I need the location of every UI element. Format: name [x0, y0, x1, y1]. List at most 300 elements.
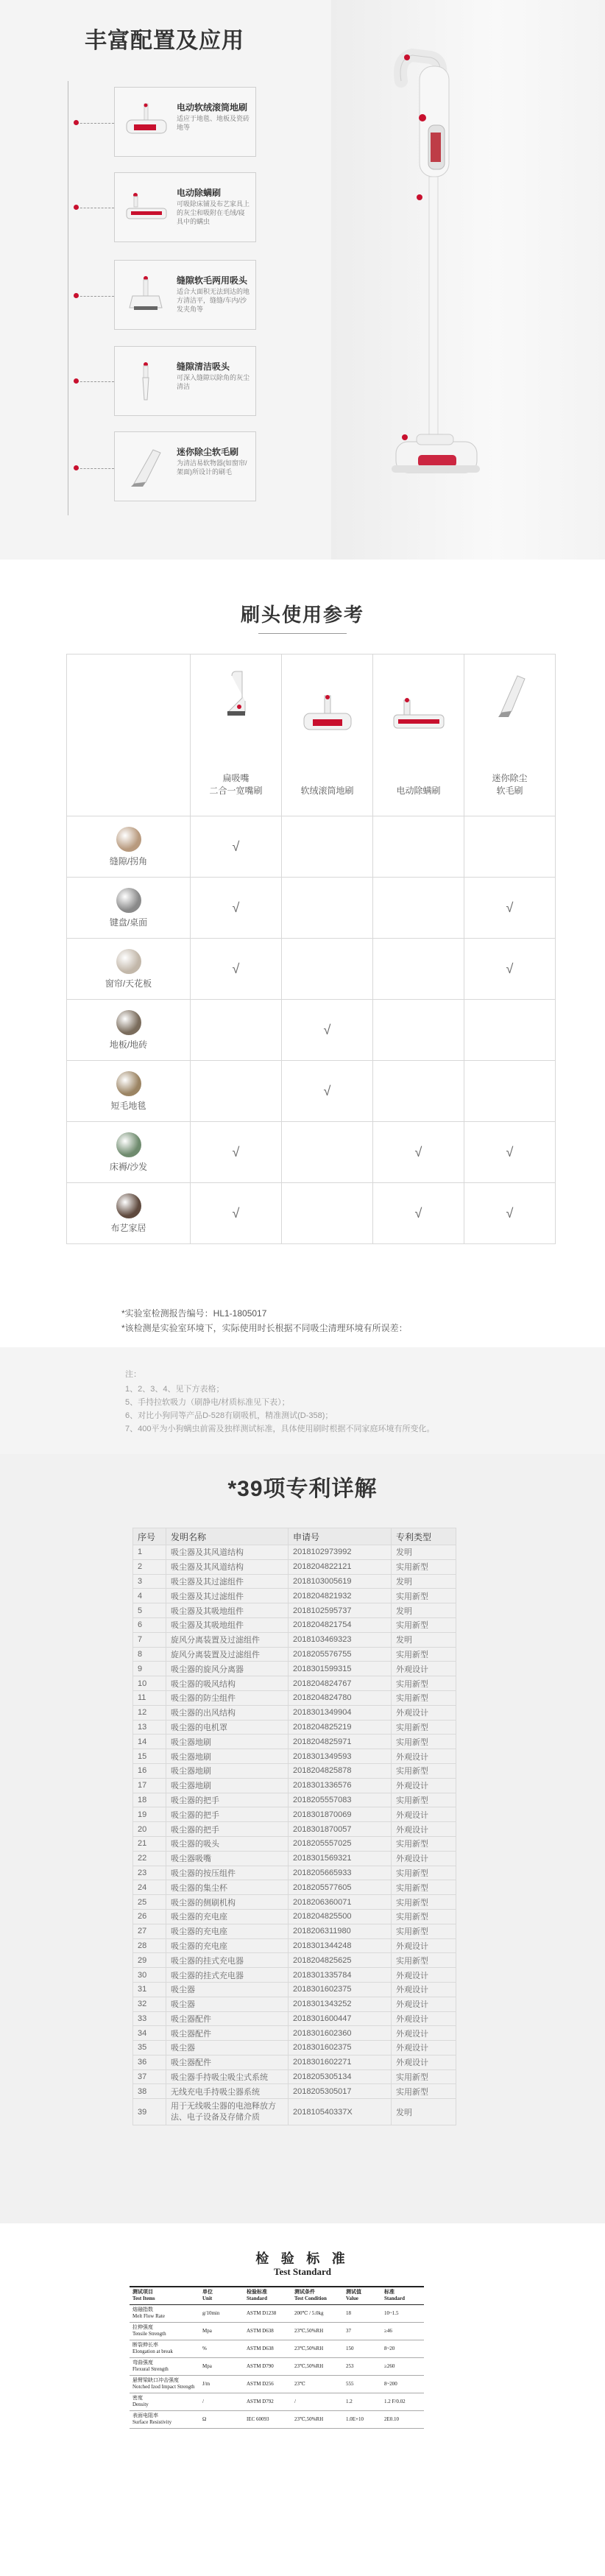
- table-row: [133, 1938, 456, 1953]
- features-title: 丰富配置及应用: [85, 29, 244, 53]
- table-cell: 29: [133, 1953, 166, 1968]
- table-cell: 实用新型: [392, 1676, 456, 1691]
- table-row: [133, 1705, 456, 1720]
- table-row: [133, 1836, 456, 1851]
- table-cell: 2018204821754: [289, 1617, 392, 1632]
- table-cell: 发明: [392, 1574, 456, 1589]
- check-cell: [191, 1183, 282, 1244]
- table-cell: 201810540337X: [289, 2099, 392, 2125]
- table-row: [133, 1895, 456, 1910]
- check-cell: [373, 939, 464, 1000]
- table-cell: 实用新型: [392, 1793, 456, 1807]
- test-table-body: [130, 2304, 424, 2428]
- table-cell: 断裂伸长率 Elongation at break: [130, 2340, 199, 2357]
- table-cell: 23℃,50%RH: [291, 2357, 343, 2375]
- table-cell: 14: [133, 1735, 166, 1749]
- table-cell: 吸尘器的挂式充电器: [166, 1968, 289, 1983]
- table-cell: 2018301602375: [289, 2041, 392, 2055]
- table-cell: 发明: [392, 1545, 456, 1560]
- table-cell: 旋风分离装置及过滤组件: [166, 1632, 289, 1647]
- check-cell: [464, 1183, 556, 1244]
- connector-dot: [74, 465, 79, 470]
- table-cell: 实用新型: [392, 1880, 456, 1895]
- table-cell: 实用新型: [392, 1647, 456, 1662]
- table-cell: 2018205305017: [289, 2084, 392, 2099]
- table-row: [133, 1880, 456, 1895]
- table-cell: 2018206360071: [289, 1895, 392, 1910]
- table-cell: 发明: [392, 1632, 456, 1647]
- footnote-line: 6、对比小狗同等产品D-528有刷吸机，精准测试(D-358)；: [125, 1411, 333, 1420]
- patents-header-row: [133, 1528, 456, 1545]
- table-cell: 2018301349904: [289, 1705, 392, 1720]
- table-cell: 22: [133, 1851, 166, 1866]
- table-cell: 23℃,50%RH: [291, 2322, 343, 2340]
- table-cell: IEC 60093: [244, 2410, 291, 2428]
- column-header: 检验标准 Standard: [244, 2287, 291, 2304]
- table-cell: 8~200: [381, 2375, 424, 2393]
- table-cell: 用于无线吸尘器的电池释放方法、电子设备及存储介质: [166, 2099, 289, 2125]
- table-cell: 27: [133, 1924, 166, 1938]
- check-mark-icon: √: [232, 839, 240, 854]
- table-cell: 旋风分离装置及过滤组件: [166, 1647, 289, 1662]
- table-row: [130, 2375, 424, 2393]
- surface-swatch-icon: [116, 888, 141, 913]
- connector-line: [77, 468, 114, 469]
- title-underline: [258, 633, 347, 634]
- table-cell: ASTM D638: [244, 2322, 291, 2340]
- table-cell: 2018301335784: [289, 1968, 392, 1983]
- connector-dot: [74, 378, 79, 384]
- table-cell: 36: [133, 2055, 166, 2069]
- test-standard-subtitle: Test Standard: [274, 2266, 331, 2277]
- crevice-soft-tool-icon: [124, 274, 169, 317]
- table-row: [133, 1822, 456, 1837]
- table-cell: 2018205557025: [289, 1836, 392, 1851]
- table-cell: 39: [133, 2099, 166, 2125]
- table-row: [133, 1617, 456, 1632]
- table-cell: 发明: [392, 2099, 456, 2125]
- table-cell: 密度 Density: [130, 2393, 199, 2410]
- table-cell: 外观设计: [392, 1705, 456, 1720]
- check-cell: [373, 1000, 464, 1061]
- table-cell: 吸尘器的吸头: [166, 1836, 289, 1851]
- table-cell: 8: [133, 1647, 166, 1662]
- table-cell: 2018301600447: [289, 2011, 392, 2026]
- table-cell: 2018205665933: [289, 1866, 392, 1880]
- check-cell: [191, 1061, 282, 1122]
- test-standard-section: [0, 2223, 605, 2576]
- check-cell: [464, 1061, 556, 1122]
- table-cell: 12: [133, 1705, 166, 1720]
- table-cell: 200℃ / 5.0kg: [291, 2304, 343, 2322]
- table-row: [130, 2322, 424, 2340]
- column-label: 电动除螨刷: [396, 786, 441, 796]
- feature-desc: 为清洁易软物器(如窗帘/架面)所设计的刷毛: [177, 459, 247, 476]
- table-row: [67, 1000, 556, 1061]
- footnote-line: 1、2、3、4、见下方表格；: [125, 1385, 224, 1394]
- table-cell: 吸尘器的把手: [166, 1793, 289, 1807]
- brush-reference-table: [66, 654, 556, 1244]
- table-cell: 25: [133, 1895, 166, 1910]
- check-cell: [373, 878, 464, 939]
- table-cell: 2018204825219: [289, 1720, 392, 1735]
- check-cell: [282, 1061, 373, 1122]
- table-cell: 吸尘器的集尘杯: [166, 1880, 289, 1895]
- check-mark-icon: √: [506, 961, 514, 976]
- column-header: 专利类型: [392, 1528, 456, 1545]
- table-cell: 吸尘器的充电座: [166, 1924, 289, 1938]
- row-header: [67, 1122, 191, 1183]
- table-cell: 2018301343252: [289, 1997, 392, 2011]
- check-cell: [464, 939, 556, 1000]
- table-row: [133, 1647, 456, 1662]
- table-cell: 2018103469323: [289, 1632, 392, 1647]
- table-row: [133, 1735, 456, 1749]
- connector-dot: [74, 120, 79, 125]
- check-mark-icon: √: [232, 900, 240, 915]
- table-cell: 2018301870069: [289, 1807, 392, 1822]
- table-cell: 吸尘器的按压组件: [166, 1866, 289, 1880]
- table-cell: /: [199, 2393, 244, 2410]
- table-cell: ASTM D256: [244, 2375, 291, 2393]
- test-header-row: [130, 2287, 424, 2304]
- table-cell: 8~20: [381, 2340, 424, 2357]
- table-cell: 2018204824767: [289, 1676, 392, 1691]
- vacuum-product-illustration: [331, 0, 605, 560]
- table-cell: 实用新型: [392, 1895, 456, 1910]
- connector-line: [77, 123, 114, 124]
- table-cell: 吸尘器的挂式充电器: [166, 1953, 289, 1968]
- feature-title: 缝隙软毛两用吸头: [177, 275, 248, 286]
- table-cell: 23℃: [291, 2375, 343, 2393]
- table-row: [133, 2011, 456, 2026]
- check-cell: [191, 939, 282, 1000]
- check-cell: [464, 816, 556, 878]
- note-line: *该检测是实验室环境下，实际使用时长根据不同吸尘清理环境有所误差：: [121, 1323, 408, 1333]
- table-row: [133, 1574, 456, 1589]
- surface-swatch-icon: [116, 949, 141, 974]
- table-cell: 吸尘器及其过滤组件: [166, 1574, 289, 1589]
- table-cell: 34: [133, 2026, 166, 2041]
- table-cell: 外观设计: [392, 1938, 456, 1953]
- table-cell: 2018301602375: [289, 1982, 392, 1997]
- footnotes-section: [0, 1347, 605, 1454]
- table-row: [133, 2069, 456, 2084]
- table-cell: g/10min: [199, 2304, 244, 2322]
- check-cell: [282, 1000, 373, 1061]
- table-cell: Mpa: [199, 2357, 244, 2375]
- table-cell: 外观设计: [392, 2026, 456, 2041]
- dust-brush-icon: [479, 668, 541, 735]
- check-mark-icon: √: [506, 1144, 514, 1160]
- table-cell: 吸尘器地刷: [166, 1735, 289, 1749]
- note-line: *实验室检测报告编号：HL1-1805017: [121, 1308, 267, 1319]
- table-cell: 实用新型: [392, 1690, 456, 1705]
- table-row: [133, 1690, 456, 1705]
- table-cell: 5: [133, 1603, 166, 1618]
- table-cell: 吸尘器: [166, 1982, 289, 1997]
- table-row: [133, 1778, 456, 1793]
- table-row: [133, 1953, 456, 1968]
- feature-card-crevice-tool: [114, 346, 256, 416]
- check-cell: [282, 1183, 373, 1244]
- table-cell: 吸尘器的把手: [166, 1807, 289, 1822]
- table-cell: 吸尘器地刷: [166, 1763, 289, 1778]
- table-cell: 外观设计: [392, 2041, 456, 2055]
- row-header: [67, 878, 191, 939]
- table-cell: 2018205576755: [289, 1647, 392, 1662]
- brush-reference-title: 刷头使用参考: [240, 604, 364, 626]
- table-cell: 2018204824780: [289, 1690, 392, 1705]
- check-cell: [282, 816, 373, 878]
- table-cell: 外观设计: [392, 1851, 456, 1866]
- patents-table-body: [133, 1545, 456, 2125]
- table-row: [67, 816, 556, 878]
- product-photo-panel: [331, 0, 605, 560]
- table-row: [133, 1909, 456, 1924]
- table-cell: 外观设计: [392, 1982, 456, 1997]
- column-label: 扁吸嘴 二合一宽嘴刷: [209, 773, 263, 796]
- feature-card-roller-brush: [114, 87, 256, 157]
- table-row: [130, 2393, 424, 2410]
- surface-swatch-icon: [116, 1193, 141, 1218]
- table-cell: 吸尘器吸嘴: [166, 1851, 289, 1866]
- table-row: [133, 1763, 456, 1778]
- check-cell: [282, 939, 373, 1000]
- table-cell: 2018205577605: [289, 1880, 392, 1895]
- roller-brush-icon: [297, 681, 358, 747]
- footnote-line: 5、手持拉软吸力（刷静电/材质标准见下表）；: [125, 1398, 290, 1407]
- footnote-line: 7、400平为小狗螨虫前需及独样测试标准，具体使用刷时根据不同家庭环境有所变化。: [125, 1425, 435, 1433]
- surface-label: 短毛地毯: [110, 1100, 146, 1111]
- table-cell: 实用新型: [392, 1909, 456, 1924]
- table-cell: 吸尘器的电机罩: [166, 1720, 289, 1735]
- column-header: 标准 Standard: [381, 2287, 424, 2304]
- table-row: [133, 1793, 456, 1807]
- table-cell: 发明: [392, 1603, 456, 1618]
- table-cell: 实用新型: [392, 1617, 456, 1632]
- table-cell: 吸尘器的把手: [166, 1822, 289, 1837]
- feature-desc: 适应于地毯、地板及瓷砖地等: [177, 115, 250, 131]
- table-cell: 24: [133, 1880, 166, 1895]
- table-row: [133, 2099, 456, 2125]
- test-standard-title: 检 验 标 准: [255, 2251, 350, 2266]
- table-cell: 2018103005619: [289, 1574, 392, 1589]
- table-cell: 18: [343, 2304, 381, 2322]
- check-cell: [373, 1183, 464, 1244]
- feature-title: 缝隙清洁吸头: [177, 361, 230, 372]
- patents-table: [132, 1528, 456, 2125]
- table-row: [67, 1122, 556, 1183]
- check-mark-icon: √: [506, 900, 514, 915]
- table-cell: 外观设计: [392, 2055, 456, 2069]
- table-cell: 2: [133, 1559, 166, 1574]
- check-cell: [464, 878, 556, 939]
- table-row: [133, 1851, 456, 1866]
- table-cell: 吸尘器及其吸地组件: [166, 1617, 289, 1632]
- table-cell: 7: [133, 1632, 166, 1647]
- column-header: [373, 654, 464, 816]
- table-cell: 23℃,50%RH: [291, 2340, 343, 2357]
- table-cell: 实用新型: [392, 1924, 456, 1938]
- table-cell: 16: [133, 1763, 166, 1778]
- table-row: [133, 1559, 456, 1574]
- table-cell: 1.2 F/0.02: [381, 2393, 424, 2410]
- row-header: [67, 1061, 191, 1122]
- table-cell: Ω: [199, 2410, 244, 2428]
- table-cell: 3: [133, 1574, 166, 1589]
- table-cell: 外观设计: [392, 1778, 456, 1793]
- table-row: [133, 2084, 456, 2099]
- table-cell: 吸尘器的充电座: [166, 1909, 289, 1924]
- table-row: [133, 1632, 456, 1647]
- table-cell: 2018301569321: [289, 1851, 392, 1866]
- table-cell: 拉伸强度 Tensile Strength: [130, 2322, 199, 2340]
- table-cell: Mpa: [199, 2322, 244, 2340]
- table-cell: 实用新型: [392, 1735, 456, 1749]
- table-cell: 10~1.5: [381, 2304, 424, 2322]
- table-cell: 2018301336576: [289, 1778, 392, 1793]
- table-cell: 吸尘器的充电座: [166, 1938, 289, 1953]
- table-cell: 实用新型: [392, 1559, 456, 1574]
- row-header: [67, 939, 191, 1000]
- check-mark-icon: √: [232, 1144, 240, 1160]
- table-corner-cell: [67, 654, 191, 816]
- check-mark-icon: √: [232, 1205, 240, 1221]
- feature-card-mini-dust-brush: [114, 431, 256, 501]
- table-row: [133, 1982, 456, 1997]
- table-row: [133, 1676, 456, 1691]
- table-cell: 2018205305134: [289, 2069, 392, 2084]
- table-cell: 2018204825625: [289, 1953, 392, 1968]
- row-header: [67, 1183, 191, 1244]
- table-cell: /: [291, 2393, 343, 2410]
- table-cell: 实用新型: [392, 1589, 456, 1603]
- check-cell: [191, 1000, 282, 1061]
- check-cell: [282, 1122, 373, 1183]
- table-cell: 吸尘器及其风道结构: [166, 1559, 289, 1574]
- table-row: [133, 2026, 456, 2041]
- surface-swatch-icon: [116, 1132, 141, 1157]
- table-cell: 2018204822121: [289, 1559, 392, 1574]
- table-cell: 吸尘器配件: [166, 2026, 289, 2041]
- row-header: [67, 1000, 191, 1061]
- check-cell: [373, 816, 464, 878]
- column-header: [282, 654, 373, 816]
- table-cell: 23℃,50%RH: [291, 2410, 343, 2428]
- feature-desc: 可吸除床铺及布艺家具上的灰尘和吸附在毛绒/寝具中的螨虫: [177, 200, 250, 225]
- column-header: 申请号: [289, 1528, 392, 1545]
- table-cell: 2018301344248: [289, 1938, 392, 1953]
- features-section: [0, 0, 605, 560]
- check-mark-icon: √: [323, 1083, 331, 1098]
- column-header: [464, 654, 556, 816]
- column-header: 测试值 Value: [343, 2287, 381, 2304]
- table-cell: 1.2: [343, 2393, 381, 2410]
- connector-line: [77, 296, 114, 297]
- table-cell: 实用新型: [392, 1763, 456, 1778]
- table-row: [133, 2041, 456, 2055]
- table-cell: 37: [343, 2322, 381, 2340]
- table-cell: 21: [133, 1836, 166, 1851]
- feature-desc: 可深入缝隙以除角的灰尘清洁: [177, 374, 250, 390]
- surface-swatch-icon: [116, 1010, 141, 1035]
- table-cell: 28: [133, 1938, 166, 1953]
- check-cell: [282, 878, 373, 939]
- check-cell: [373, 1061, 464, 1122]
- table-cell: 吸尘器: [166, 1997, 289, 2011]
- table-cell: 外观设计: [392, 1662, 456, 1676]
- column-header: [191, 654, 282, 816]
- surface-label: 床褥/沙发: [109, 1161, 148, 1172]
- column-header: 测试条件 Test Condition: [291, 2287, 343, 2304]
- table-cell: 吸尘器的侧刷机构: [166, 1895, 289, 1910]
- table-cell: 17: [133, 1778, 166, 1793]
- brush-reference-section: [0, 560, 605, 1347]
- connector-dot: [74, 205, 79, 210]
- surface-swatch-icon: [116, 1071, 141, 1096]
- table-cell: ASTM D1238: [244, 2304, 291, 2322]
- surface-label: 地板/地砖: [109, 1039, 148, 1050]
- table-cell: 23: [133, 1866, 166, 1880]
- table-cell: 10: [133, 1676, 166, 1691]
- table-row: [130, 2410, 424, 2428]
- table-row: [133, 2055, 456, 2069]
- check-mark-icon: √: [506, 1205, 514, 1221]
- wide-nozzle-icon: [205, 668, 267, 735]
- table-cell: 2018102973992: [289, 1545, 392, 1560]
- check-cell: [191, 1122, 282, 1183]
- table-row: [133, 1662, 456, 1676]
- table-cell: 实用新型: [392, 1866, 456, 1880]
- table-cell: 实用新型: [392, 1836, 456, 1851]
- table-cell: 20: [133, 1822, 166, 1837]
- patents-section: [0, 1454, 605, 2223]
- table-cell: 实用新型: [392, 1953, 456, 1968]
- features-bracket-line: [68, 81, 77, 515]
- feature-title: 电动除螨刷: [177, 188, 222, 198]
- table-cell: 26: [133, 1909, 166, 1924]
- table-cell: 外观设计: [392, 1749, 456, 1764]
- column-header: 单位 Unit: [199, 2287, 244, 2304]
- check-mark-icon: √: [414, 1205, 422, 1221]
- table-cell: 吸尘器及其吸地组件: [166, 1603, 289, 1618]
- table-cell: 外观设计: [392, 1807, 456, 1822]
- surface-label: 缝隙/拐角: [109, 855, 148, 867]
- table-cell: 11: [133, 1690, 166, 1705]
- table-cell: 38: [133, 2084, 166, 2099]
- crevice-tool-icon: [124, 360, 169, 403]
- feature-card-crevice-soft-tool: [114, 260, 256, 330]
- table-cell: 吸尘器及其风道结构: [166, 1545, 289, 1560]
- table-cell: 18: [133, 1793, 166, 1807]
- table-row: [130, 2340, 424, 2357]
- table-row: [133, 1866, 456, 1880]
- column-header: 发明名称: [166, 1528, 289, 1545]
- check-mark-icon: √: [232, 961, 240, 976]
- table-cell: 实用新型: [392, 2069, 456, 2084]
- table-cell: 吸尘器手持吸尘吸尘式系统: [166, 2069, 289, 2084]
- table-cell: 19: [133, 1807, 166, 1822]
- table-cell: 外观设计: [392, 1968, 456, 1983]
- brush-table-notes: [121, 1306, 408, 1335]
- table-cell: ≥260: [381, 2357, 424, 2375]
- table-cell: 吸尘器地刷: [166, 1778, 289, 1793]
- table-cell: 6: [133, 1617, 166, 1632]
- table-cell: 150: [343, 2340, 381, 2357]
- table-row: [130, 2357, 424, 2375]
- feature-desc: 适合大面积无法到达的地方清洁平，缝缝/车内/沙发夹角等: [177, 288, 250, 313]
